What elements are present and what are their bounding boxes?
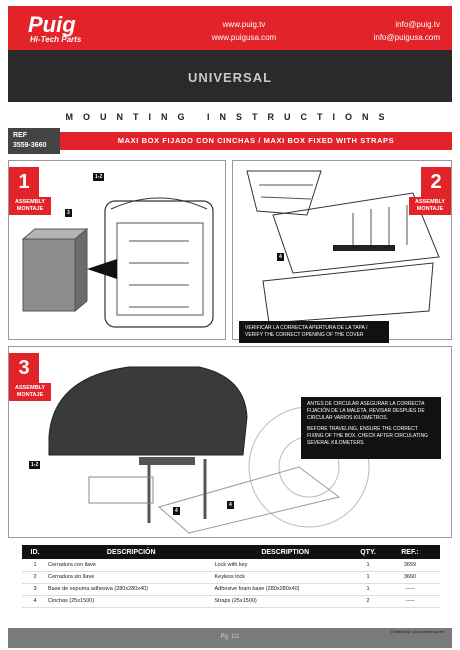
- table-row: 1 Cerradura con llave Lock with key 1 3659: [22, 559, 440, 571]
- col-id: ID.: [22, 545, 48, 559]
- page-number: Pg. 1/1: [220, 634, 240, 640]
- ref-value: 3559-3660: [13, 142, 47, 149]
- step-1-label: ASSEMBLY MONTAJE: [9, 197, 51, 215]
- step-1-number: 1: [9, 167, 39, 197]
- step-2-panel: [232, 160, 452, 340]
- universal-title: UNIVERSAL: [187, 70, 273, 85]
- step-3-number: 3: [9, 353, 39, 383]
- parts-table: [22, 545, 440, 608]
- created-by: Created by: www.mikeesty.net: [390, 629, 444, 634]
- step-1-panel: [8, 160, 226, 340]
- table-header: [22, 545, 440, 559]
- universal-band: [8, 50, 452, 102]
- mounting-heading: MOUNTING INSTRUCTIONS: [65, 112, 395, 122]
- table-row: 2 Cerradura sin llave Keyless lock 1 3660: [22, 571, 440, 583]
- table-row: 4 Cinchas (25x1500) Straps (25x1500) 2 -----: [22, 595, 440, 607]
- footer-bar: [8, 628, 452, 648]
- step-2-label: ASSEMBLY MONTAJE: [409, 197, 451, 215]
- web-link-2[interactable]: www.puigusa.com: [211, 33, 277, 42]
- brand-tagline: Hi-Tech Parts: [30, 35, 82, 44]
- step-3-note-en: BEFORE TRAVELING, ENSURE THE CORRECT FIXING OF THE BOX. CHECK AFTER CIRCULATING SEVERAL KILOMETERS.: [307, 426, 428, 446]
- col-qty: QTY.: [356, 545, 380, 559]
- step-1-callout-b: 3: [67, 210, 70, 216]
- col-descripcion: DESCRIPCIÓN: [48, 545, 214, 559]
- ref-label: REF: [13, 132, 27, 139]
- step-3-note-es: ANTES DE CIRCULAR ASEGURAR LA CORRECTA FIJACIÓN DE LA MALETA. REVISAR DESPUES DE CIRCULAR VARIOS KILOMETROS.: [307, 401, 425, 421]
- email-links: [374, 18, 440, 44]
- header-bar: [8, 6, 452, 50]
- step-1-callout-a: 1-2: [95, 174, 103, 180]
- email-link-1[interactable]: info@puig.tv: [395, 20, 440, 29]
- step-3-label: ASSEMBLY MONTAJE: [9, 383, 51, 401]
- step-3-callout-b: 4: [175, 508, 178, 514]
- step-3-callout-c: 4: [229, 502, 232, 508]
- brand-logo: Puig: [28, 12, 76, 37]
- web-link-1[interactable]: www.puig.tv: [222, 20, 266, 29]
- step-1-illustration: [9, 161, 227, 341]
- product-title: MAXI BOX FIJADO CON CINCHAS / MAXI BOX FIXED WITH STRAPS: [60, 132, 452, 150]
- email-link-2[interactable]: info@puigusa.com: [373, 33, 440, 42]
- step-3-note: [301, 397, 441, 459]
- web-links: [204, 18, 284, 44]
- step-2-number: 2: [421, 167, 451, 197]
- ref-box: [8, 128, 60, 154]
- col-ref: REF.:: [380, 545, 440, 559]
- step-2-illustration: [233, 161, 453, 341]
- step-3-callout-a: 1-2: [31, 462, 39, 468]
- step-2-note: VERIFICAR LA CORRECTA APERTURA DE LA TAPA / VERIFY THE CORRECT OPENING OF THE COVER: [239, 321, 389, 343]
- step-2-callout: 4: [279, 254, 282, 260]
- col-description: DESCRIPTION: [214, 545, 356, 559]
- step-3-panel: [8, 346, 452, 538]
- table-row: 3 Base de espuma adhesiva (280x280x40) Adhesive foam base (280x280x40) 1 -----: [22, 583, 440, 595]
